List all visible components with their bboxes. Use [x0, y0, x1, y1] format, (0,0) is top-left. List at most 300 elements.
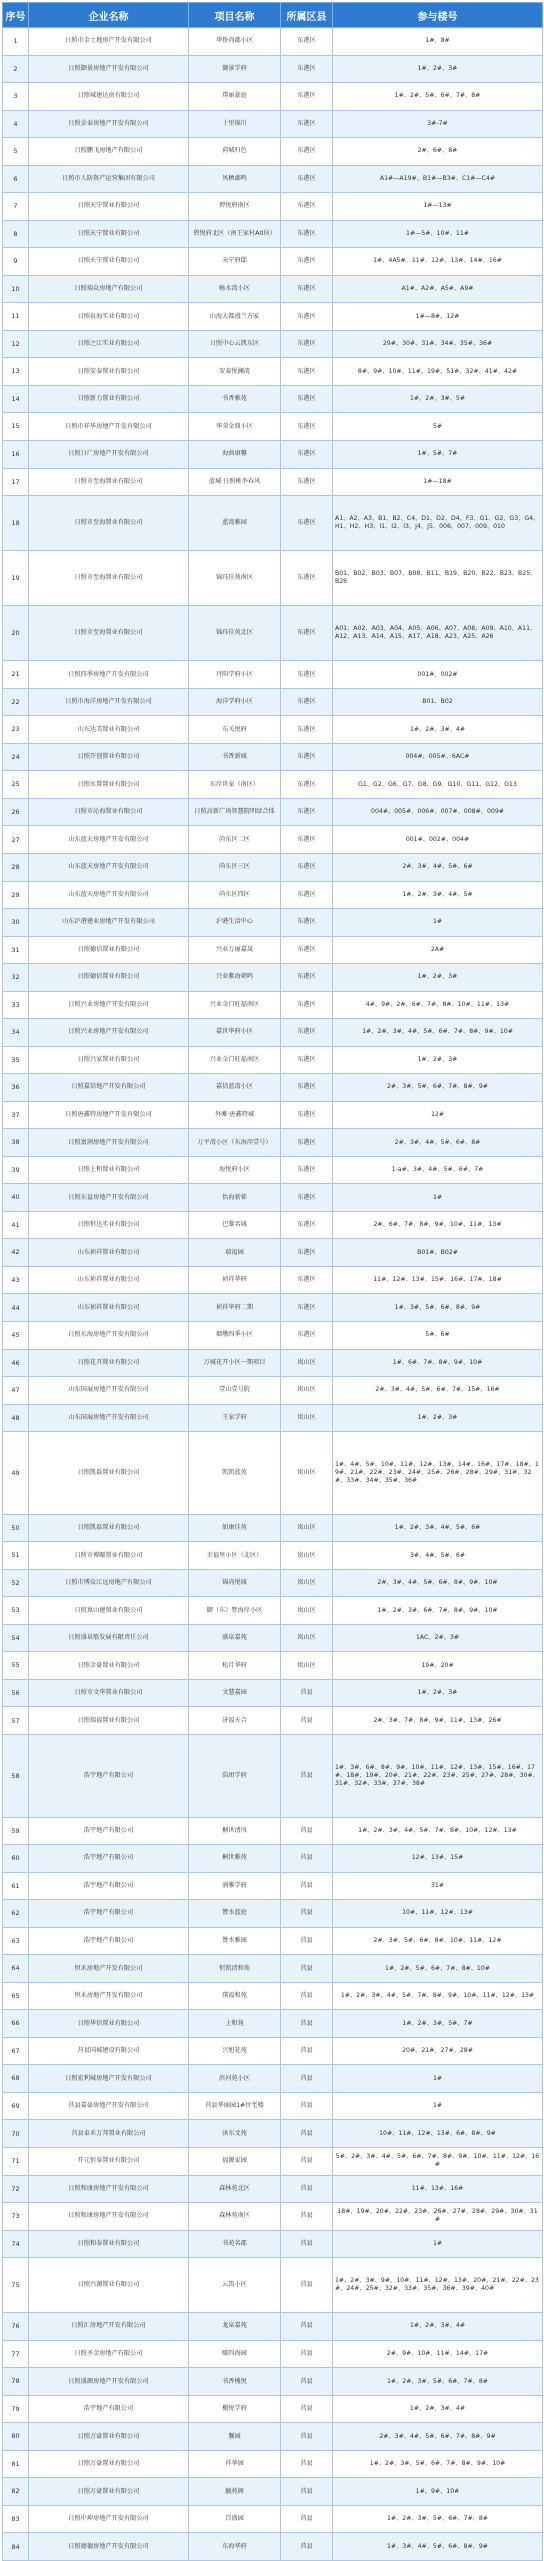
district: 东港区 [281, 358, 333, 386]
building-numbers: 2#、3#、4#、5#、6#、8# [333, 1129, 543, 1157]
company-name: 日照泉海实业有限公司 [29, 303, 189, 331]
district: 东港区 [281, 385, 333, 413]
building-numbers: 29#、30#、31#、34#、35#、36# [333, 330, 543, 358]
table-row [3, 468, 543, 496]
district: 东港区 [281, 220, 333, 248]
company-name: 日照鹏飞房地产有限公司 [29, 138, 189, 166]
table-row [3, 1514, 543, 1542]
company-name: 日照瑞福置业有限公司 [29, 1707, 189, 1735]
project-name: 锦尚悦城 [189, 1569, 281, 1597]
project-name: 盛泉嘉苑 [189, 1624, 281, 1652]
table-row [3, 1900, 543, 1928]
table-row [3, 193, 543, 221]
table-row [3, 1211, 543, 1239]
table-row [3, 2450, 543, 2478]
row-index: 21 [3, 661, 29, 689]
district: 东港区 [281, 1156, 333, 1184]
project-name: 凯凯蓝苑 [189, 1432, 281, 1515]
header-index: 序号 [3, 3, 29, 28]
district: 东港区 [281, 1266, 333, 1294]
company-name: 山东达美置业有限公司 [29, 716, 189, 744]
row-index: 5 [3, 138, 29, 166]
building-numbers: 004#、005#、6AC# [333, 743, 543, 771]
row-index: 48 [3, 1404, 29, 1432]
row-index: 62 [3, 1900, 29, 1928]
building-numbers: 2#、6#、8# [333, 138, 543, 166]
header-project: 项目名称 [189, 3, 281, 28]
building-numbers: 12# [333, 1101, 543, 1129]
company-name: 日照金豪置业有限公司 [29, 1652, 189, 1680]
district: 东港区 [281, 248, 333, 276]
row-index: 84 [3, 2533, 29, 2561]
company-name: 日照恒达实业有限公司 [29, 1211, 189, 1239]
district: 东港区 [281, 110, 333, 138]
building-numbers: 12#、13#、15# [333, 1845, 543, 1873]
table-row [3, 1569, 543, 1597]
district: 东港区 [281, 881, 333, 909]
table-row [3, 1817, 543, 1845]
table-row [3, 1404, 543, 1432]
district: 岚山区 [281, 1597, 333, 1625]
project-name: 兴业金门旺福南区 [189, 991, 281, 1019]
building-numbers: 1#、3#、6#、8#、9#、10#、11#、12#、13#、15#、16#、17#、18#、19#、20#、21#、22#、23#、25#、27#、28#、30#、31#、32#、33#、37#、38# [333, 1735, 543, 1818]
company-name: 浩宇地产有限公司 [29, 1927, 189, 1955]
project-name: 锦珏佳苑南区 [189, 551, 281, 606]
district: 莒县 [281, 2037, 333, 2065]
district: 东港区 [281, 688, 333, 716]
table-row [3, 1239, 543, 1267]
building-numbers: A1#—A19#、B1#—B3#、C1#—C4# [333, 165, 543, 193]
row-index: 20 [3, 606, 29, 661]
table-row [3, 964, 543, 992]
district: 莒县 [281, 2368, 333, 2396]
company-name: 日照凯磊置业有限公司 [29, 1514, 189, 1542]
project-name: 华荣金鼎小区 [189, 413, 281, 441]
table-row [3, 2258, 543, 2313]
building-numbers: 1#、2#、3# [333, 1046, 543, 1074]
company-name: 日照市至海置业有限公司 [29, 468, 189, 496]
row-index: 66 [3, 2010, 29, 2038]
row-index: 74 [3, 2230, 29, 2258]
table-row [3, 606, 543, 661]
company-name: 莒县泰禾万邦置业有限公司 [29, 2120, 189, 2148]
company-name: 山东蓝天房地产开发有限公司 [29, 881, 189, 909]
table-row [3, 83, 543, 111]
district: 莒县 [281, 2395, 333, 2423]
district: 岚山区 [281, 1624, 333, 1652]
project-name: 荷城归色 [189, 138, 281, 166]
project-name: 海洋学府小区 [189, 688, 281, 716]
table-row [3, 2230, 543, 2258]
company-name: 浩宇地产有限公司 [29, 1817, 189, 1845]
row-index: 56 [3, 1679, 29, 1707]
row-index: 52 [3, 1569, 29, 1597]
table-row [3, 1707, 543, 1735]
district: 东港区 [281, 1019, 333, 1047]
district: 莒县 [281, 2258, 333, 2313]
table-row [3, 1845, 543, 1873]
project-name: 松月华府 [189, 1652, 281, 1680]
building-numbers: 2#、3#、4#、5#、6#、7#、15#、16# [333, 1377, 543, 1405]
building-numbers: B01、B02 [333, 688, 543, 716]
building-numbers: 1#、2#、3#、5#、7# [333, 2010, 543, 2038]
company-name: 山东蓝天房地产开发有限公司 [29, 853, 189, 881]
table-row [3, 220, 543, 248]
table-row [3, 688, 543, 716]
row-index: 50 [3, 1514, 29, 1542]
company-name: 日照华信置业有限公司 [29, 2010, 189, 2038]
district: 莒县 [281, 1872, 333, 1900]
district: 莒县 [281, 1900, 333, 1928]
project-name: 海悦府小区 [189, 1156, 281, 1184]
table-row [3, 716, 543, 744]
district: 莒县 [281, 2120, 333, 2148]
row-index: 42 [3, 1239, 29, 1267]
table-row [3, 936, 543, 964]
building-numbers: 5#、6# [333, 1322, 543, 1350]
district: 东港区 [281, 798, 333, 826]
company-name: 日照上和置业有限公司 [29, 1156, 189, 1184]
project-name: 沪港生活中心 [189, 909, 281, 937]
row-index: 37 [3, 1101, 29, 1129]
row-index: 4 [3, 110, 29, 138]
row-index: 41 [3, 1211, 29, 1239]
project-name: 森林苑北区 [189, 2175, 281, 2203]
building-numbers: 1#、2#、3#、4#、5#、7#、8#、10#、12#、13# [333, 1817, 543, 1845]
building-numbers: 1#、6#、7#、8#、9#、10# [333, 1349, 543, 1377]
table-row [3, 853, 543, 881]
company-name: 日照市博众江远房地产有限公司 [29, 1569, 189, 1597]
building-numbers: 1#、2#、3#、5# [333, 385, 543, 413]
district: 东港区 [281, 771, 333, 799]
company-name: 日照市博颐置业有限公司 [29, 1542, 189, 1570]
row-index: 11 [3, 303, 29, 331]
table-row [3, 798, 543, 826]
building-numbers: 001#、002# [333, 661, 543, 689]
project-name: 外滩·唐鑫特城 [189, 1101, 281, 1129]
header-district: 所属区县 [281, 3, 333, 28]
building-numbers: 1#、2#、3#、5#、6#、7#、8# [333, 2368, 543, 2396]
table-row [3, 1156, 543, 1184]
company-name: 日照市至海置业有限公司 [29, 496, 189, 551]
company-name: 日照岚山建置业有限公司 [29, 1597, 189, 1625]
table-row [3, 2148, 543, 2176]
project-name: 桐世清风 [189, 1817, 281, 1845]
building-numbers: A1、A2、A3、B1、B2、C4、D1、D2、D4、F3、G1、G2、G3、G4、H1、H2、H3、I1、I2、I3、J4、J5、006、007、009、010 [333, 496, 543, 551]
project-name: 东岸世家（南区） [189, 771, 281, 799]
row-index: 30 [3, 909, 29, 937]
company-name: 日照凯磊置业有限公司 [29, 1432, 189, 1515]
company-name: 日照御景房地产开发有限公司 [29, 55, 189, 83]
row-index: 63 [3, 1927, 29, 1955]
row-index: 1 [3, 28, 29, 56]
company-name: 日照花开置业有限公司 [29, 1349, 189, 1377]
row-index: 27 [3, 826, 29, 854]
table-row [3, 1597, 543, 1625]
company-name: 日照宏利城房地产开发有限公司 [29, 2065, 189, 2093]
company-name: 日照天宁置业有限公司 [29, 193, 189, 221]
district: 东港区 [281, 743, 333, 771]
building-numbers: 1#—5#、10#、11# [333, 220, 543, 248]
table-row [3, 2037, 543, 2065]
project-name: 尚东区二区 [189, 826, 281, 854]
table-row [3, 358, 543, 386]
housing-projects-table-wrapper [2, 2, 542, 2561]
table-row [3, 2065, 543, 2093]
district: 东港区 [281, 1101, 333, 1129]
district: 莒县 [281, 2203, 333, 2231]
company-name: 日照市金土地房产开发有限公司 [29, 28, 189, 56]
district: 东港区 [281, 1129, 333, 1157]
row-index: 35 [3, 1046, 29, 1074]
table-row [3, 138, 543, 166]
row-index: 24 [3, 743, 29, 771]
table-row [3, 110, 543, 138]
district: 莒县 [281, 2175, 333, 2203]
row-index: 83 [3, 2505, 29, 2533]
company-name: 日照市祥华房地产开发有限公司 [29, 413, 189, 441]
row-index: 17 [3, 468, 29, 496]
company-name: 日照富润房地产开发有限公司 [29, 1129, 189, 1157]
table-row [3, 2203, 543, 2231]
company-name: 开元恒泰置业有限公司 [29, 2148, 189, 2176]
building-numbers: 001#、002#、004# [333, 826, 543, 854]
building-numbers: B01#、B02# [333, 1239, 543, 1267]
table-row [3, 1377, 543, 1405]
company-name: 日照瑞众房地产有限公司 [29, 275, 189, 303]
row-index: 45 [3, 1322, 29, 1350]
company-name: 日照中坤房地产开发有限公司 [29, 2505, 189, 2533]
project-name: 滨河苑小区 [189, 2065, 281, 2093]
project-name: 山海大都漫兰方家 [189, 303, 281, 331]
project-name: 赞水雅园 [189, 1927, 281, 1955]
district: 岚山区 [281, 1542, 333, 1570]
row-index: 69 [3, 2092, 29, 2120]
project-name: 御景学府 [189, 55, 281, 83]
project-name: 锦珏佳苑北区 [189, 606, 281, 661]
company-name: 日照兴业房地产开发有限公司 [29, 1019, 189, 1047]
building-numbers: 1#、2#、3# [333, 964, 543, 992]
company-name: 莒县国城建设有限公司 [29, 2037, 189, 2065]
company-name: 山东祯祥置业有限公司 [29, 1294, 189, 1322]
building-numbers: 8#、9#、10#、11#、19#、51#、32#、41#、42# [333, 358, 543, 386]
project-name: 嘉信蓝湾小区 [189, 1074, 281, 1102]
project-name: 棚悦学府 [189, 2395, 281, 2423]
row-index: 16 [3, 440, 29, 468]
table-row [3, 661, 543, 689]
row-index: 29 [3, 881, 29, 909]
project-name: 华侨尚郡小区 [189, 28, 281, 56]
district: 岚山区 [281, 1404, 333, 1432]
row-index: 46 [3, 1349, 29, 1377]
district: 莒县 [281, 2478, 333, 2506]
table-row [3, 743, 543, 771]
row-index: 10 [3, 275, 29, 303]
district: 东港区 [281, 496, 333, 551]
district: 莒县 [281, 2450, 333, 2478]
row-index: 6 [3, 165, 29, 193]
table-header [3, 3, 543, 28]
table-row [3, 551, 543, 606]
table-row [3, 771, 543, 799]
district: 东港区 [281, 1322, 333, 1350]
project-name: 蓝湾雅园 [189, 496, 281, 551]
district: 岚山区 [281, 1349, 333, 1377]
project-name: 兴业万丽嘉晟 [189, 936, 281, 964]
row-index: 36 [3, 1074, 29, 1102]
company-name: 日照金泰房地产开发有限公司 [29, 110, 189, 138]
company-name: 日照日广房地产开发有限公司 [29, 440, 189, 468]
company-name: 日照天宁置业有限公司 [29, 220, 189, 248]
table-row [3, 2313, 543, 2341]
building-numbers: 2#、9#、10#、11#、14#、17# [333, 2340, 543, 2368]
district: 东港区 [281, 1294, 333, 1322]
row-index: 59 [3, 1817, 29, 1845]
company-name: 日照兴业房地产开发有限公司 [29, 991, 189, 1019]
district: 莒县 [281, 2505, 333, 2533]
row-index: 80 [3, 2423, 29, 2451]
table-row [3, 1046, 543, 1074]
row-index: 82 [3, 2478, 29, 2506]
building-numbers: 1#、2#、5#、6#、7#、8# [333, 83, 543, 111]
company-name: 日照德信置业有限公司 [29, 936, 189, 964]
building-numbers: 20#、21#、27#、28# [333, 2037, 543, 2065]
company-name: 日照之江实业有限公司 [29, 330, 189, 358]
table-row [3, 1735, 543, 1818]
company-name: 日照盛源房地产开发有限公司 [29, 2368, 189, 2396]
company-name: 莒县嘉豪房地产开发有限公司 [29, 2092, 189, 2120]
building-numbers: 1#、2#、3#、4#、5#、6#、7#、8#、9#、10# [333, 1019, 543, 1047]
district: 莒县 [281, 1817, 333, 1845]
district: 莒县 [281, 2092, 333, 2120]
building-numbers: 10#、11#、12#、13#、6#、8#、9# [333, 2120, 543, 2148]
project-name: 万平湾小区（东海岸壹号） [189, 1129, 281, 1157]
company-name: 日照和康房地产开发有限公司 [29, 2203, 189, 2231]
district: 东港区 [281, 606, 333, 661]
building-numbers: 1# [333, 2092, 543, 2120]
housing-projects-table [2, 2, 543, 2561]
building-numbers: B01、B02、B03、B07、B08、B11、B19、B20、B22、B23、B25、B26 [333, 551, 543, 606]
building-numbers: 1#、9#、10# [333, 2478, 543, 2506]
row-index: 40 [3, 1184, 29, 1212]
project-name: 东关悦府 [189, 716, 281, 744]
table-row [3, 1074, 543, 1102]
row-index: 77 [3, 2340, 29, 2368]
building-numbers: 1#、2#、5#、6#、7#、8#、10# [333, 1955, 543, 1983]
company-name: 日照兴家置业有限公司 [29, 1046, 189, 1074]
building-numbers: 1#、2#、3#、4# [333, 2395, 543, 2423]
table-row [3, 1927, 543, 1955]
project-name: 嘉世华府小区 [189, 1019, 281, 1047]
district: 东港区 [281, 964, 333, 992]
project-name: 碧悦府北区（南王家村A0块） [189, 220, 281, 248]
row-index: 58 [3, 1735, 29, 1818]
company-name: 日照和康房地产开发有限公司 [29, 2175, 189, 2203]
table-row [3, 2368, 543, 2396]
row-index: 55 [3, 1652, 29, 1680]
table-row [3, 1872, 543, 1900]
project-name: 书香槐悦 [189, 2368, 281, 2396]
building-numbers: 1#、2#、3#、4#、5#、6# [333, 1514, 543, 1542]
project-name: 日照高新广场智慧院明绿合体 [189, 798, 281, 826]
row-index: 68 [3, 2065, 29, 2093]
table-row [3, 1101, 543, 1129]
district: 东港区 [281, 716, 333, 744]
district: 东港区 [281, 413, 333, 441]
district: 东港区 [281, 1074, 333, 1102]
building-numbers: 2#、3#、7#、8#、9#、11#、13#、26# [333, 1707, 543, 1735]
company-name: 山东沪港建业房地产开发有限公司 [29, 909, 189, 937]
row-index: 38 [3, 1129, 29, 1157]
table-row [3, 1624, 543, 1652]
project-name: 御（东）墅海岸小区 [189, 1597, 281, 1625]
project-name: 桐世雅苑 [189, 1845, 281, 1873]
project-name: 巴黎名城 [189, 1211, 281, 1239]
row-index: 75 [3, 2258, 29, 2313]
company-name: 日照市沁海置业有限公司 [29, 798, 189, 826]
company-name: 日照汇房地产开发有限公司 [29, 2313, 189, 2341]
table-row [3, 2478, 543, 2506]
row-index: 72 [3, 2175, 29, 2203]
table-row [3, 496, 543, 551]
table-row [3, 2533, 543, 2561]
row-index: 53 [3, 1597, 29, 1625]
project-name: 云筑小区 [189, 2258, 281, 2313]
building-numbers: 11#、12#、13#、15#、16#、17#、18# [333, 1266, 543, 1294]
project-name: 万城花开小区一期项目 [189, 1349, 281, 1377]
row-index: 51 [3, 1542, 29, 1570]
project-name: 祥华园 [189, 2450, 281, 2478]
building-numbers: 1#、3#、5#、6#、8#、9# [333, 1294, 543, 1322]
row-index: 15 [3, 413, 29, 441]
project-name: 书苑名郡 [189, 2230, 281, 2258]
project-name: 璞福和苑 [189, 1982, 281, 2010]
company-name: 山东祯祥置业有限公司 [29, 1239, 189, 1267]
project-name: 东海华府 [189, 2533, 281, 2561]
company-name: 日照市至海置业有限公司 [29, 551, 189, 606]
row-index: 33 [3, 991, 29, 1019]
company-name: 日照嘉信地产开发有限公司 [29, 1074, 189, 1102]
project-name: 济福天合 [189, 1707, 281, 1735]
row-index: 25 [3, 771, 29, 799]
building-numbers: 1# [333, 2065, 543, 2093]
project-name: 莒县华丽园1#住宅楼 [189, 2092, 281, 2120]
district: 莒县 [281, 1707, 333, 1735]
company-name: 日照德信置业有限公司 [29, 964, 189, 992]
district: 莒县 [281, 2065, 333, 2093]
company-name: 日照天宁置业有限公司 [29, 248, 189, 276]
building-numbers: G1、G2、G6、G7、G8、G9、G10、G11、G12、G13 [333, 771, 543, 799]
header-buildings: 参与楼号 [333, 3, 543, 28]
table-row [3, 2395, 543, 2423]
district: 岚山区 [281, 1377, 333, 1405]
row-index: 26 [3, 798, 29, 826]
project-name: 王家学府 [189, 1404, 281, 1432]
table-row [3, 2010, 543, 2038]
table-row [3, 1955, 543, 1983]
building-numbers: 2A# [333, 936, 543, 964]
project-name: 馨园 [189, 2423, 281, 2451]
table-row [3, 826, 543, 854]
table-row [3, 2175, 543, 2203]
table-row [3, 2505, 543, 2533]
district: 东港区 [281, 1184, 333, 1212]
building-numbers: 1-a#、3#、4#、5#、6#、7# [333, 1156, 543, 1184]
district: 东港区 [281, 165, 333, 193]
district: 岚山区 [281, 1652, 333, 1680]
company-name: 浩宇地产有限公司 [29, 1872, 189, 1900]
row-index: 67 [3, 2037, 29, 2065]
